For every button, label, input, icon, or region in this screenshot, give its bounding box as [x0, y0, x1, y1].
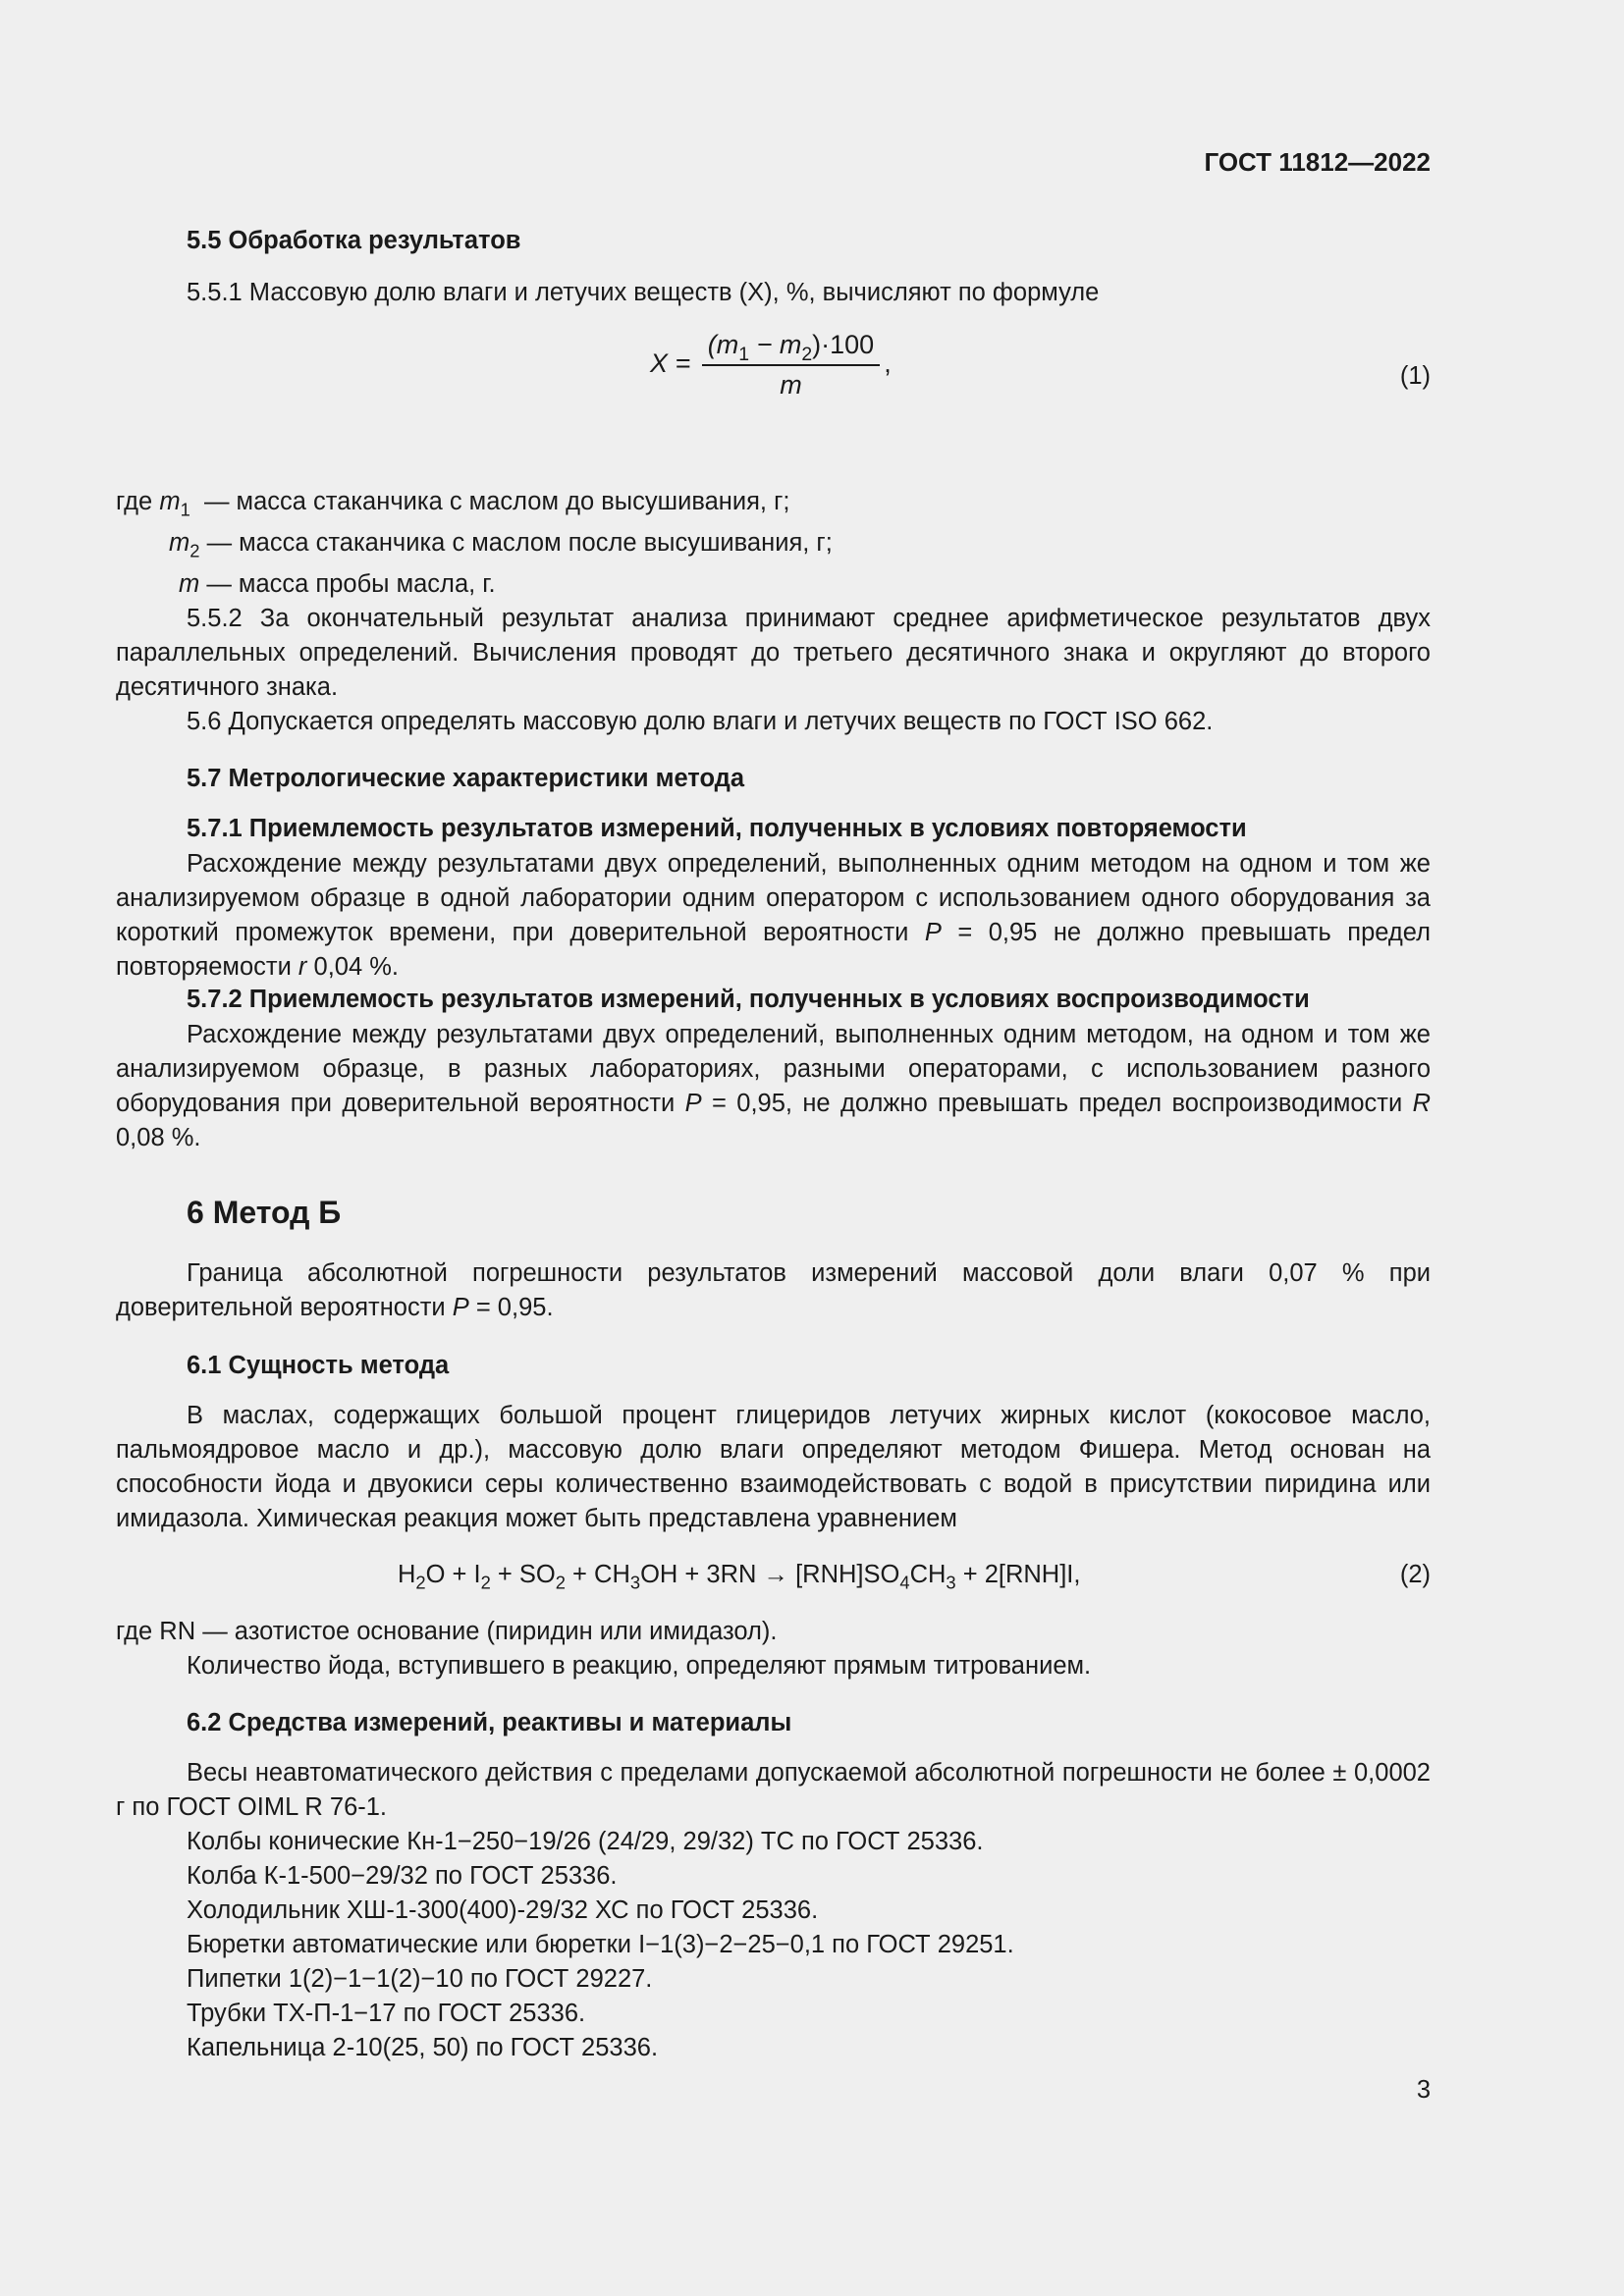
formula-1: X = $\frac{(m_1 - m_2)\cdot 100}{m}$ ,: [650, 330, 892, 400]
formula-1-numerator: $(m_1 - m_2)\cdot 100$: [702, 330, 880, 366]
paragraph-5-5-2: 5.5.2 За окончательный результат анализа принимают среднее арифметическое результатов двух параллельных определений. Вычисления проводят до третьего десятичного знака и округляют до второго десятичного знака.: [116, 605, 1431, 701]
paragraph-5-7-2: Расхождение между результатами двух определений, выполненных одним методом, на одном и том же анализируемом образце, в разных лабораториях, разными операторами, с использованием разного оборудования при доверительной вероятности P = 0,95, не должно превышать предел воспроизводимости R 0,08 %.: [116, 1021, 1431, 1151]
paragraph-6-1: В маслах, содержащих большой процент глицеридов летучих жирных кислот (кокосовое масло, пальмоядровое масло и др.), массовую долю влаги определяют методом Фишера. Метод основан на способности йода и двуокиси серы количественно взаимодействовать с водой в присутствии пиридина или имидазола. Химическая реакция может быть представлена уравнением: [116, 1402, 1431, 1532]
list-item: Колба К-1-500−29/32 по ГОСТ 25336.: [187, 1862, 618, 1890]
section-6-2-heading: 6.2 Средства измерений, реактивы и материалы: [187, 1709, 792, 1736]
formula-1-lhs: X =: [650, 348, 691, 379]
list-item: Трубки ТХ-П-1−17 по ГОСТ 25336.: [187, 2000, 586, 2027]
section-5-7-2-heading: 5.7.2 Приемлемость результатов измерений, полученных в условиях воспроизводимости: [187, 986, 1310, 1013]
section-5-5-heading: 5.5 Обработка результатов: [187, 227, 521, 254]
paragraph-5-5-1: 5.5.1 Массовую долю влаги и летучих веществ (X), %, вычисляют по формуле: [187, 279, 1100, 306]
paragraph-scales: Весы неавтоматического действия с пределами допускаемой абсолютной погрешности не более ± 0,0002 г по ГОСТ OIML R 76-1.: [116, 1759, 1431, 1821]
formula-2-number: (2): [1399, 1561, 1431, 1588]
formula-1-number: (1): [1399, 362, 1431, 390]
section-6-1-heading: 6.1 Сущность метода: [187, 1352, 450, 1379]
where-rn: где RN — азотистое основание (пиридин или имидазол).: [116, 1618, 778, 1645]
where-m1-row: где $m_1$ — масса стаканчика с маслом до высушивания, г;: [116, 488, 790, 520]
paragraph-5-7-1: Расхождение между результатами двух определений, выполненных одним методом на одном и том же анализируемом образце в одной лаборатории одним оператором с использованием одного оборудования за короткий промежуток времени, при доверительной вероятности P = 0,95 не должно превышать предел повторяемости r 0,04 %.: [116, 850, 1432, 981]
paragraph-6-intro: Граница абсолютной погрешности результатов измерений массовой доли влаги 0,07 % при доверительной вероятности P = 0,95.: [116, 1259, 1431, 1321]
list-item: Колбы конические Кн-1−250−19/26 (24/29, 29/32) ТС по ГОСТ 25336.: [187, 1828, 984, 1855]
paragraph-iodine: Количество йода, вступившего в реакцию, определяют прямым титрованием.: [187, 1652, 1092, 1680]
document-code: ГОСТ 11812—2022: [1204, 147, 1431, 177]
list-item: Пипетки 1(2)−1−1(2)−10 по ГОСТ 29227.: [187, 1965, 653, 1993]
section-5-7-heading: 5.7 Метрологические характеристики метода: [187, 765, 745, 792]
formula-1-fraction: [702, 330, 880, 400]
section-6-heading: 6 Метод Б: [187, 1195, 342, 1230]
list-item: Бюретки автоматические или бюретки I−1(3)−2−25−0,1 по ГОСТ 29251.: [187, 1931, 1014, 1958]
formula-2: $H_2O + I_2 + SO_2 + CH_3OH + 3RN \to [RNH]SO_4CH_3 + 2[RNH]I$,: [398, 1561, 1081, 1593]
page-number: 3: [1416, 2076, 1431, 2104]
where-m-row: m — масса пробы масла, г.: [179, 570, 496, 598]
list-item: Холодильник ХШ-1-300(400)-29/32 ХС по ГОСТ 25336.: [187, 1896, 819, 1924]
formula-1-denominator: m: [780, 370, 802, 400]
where-m2-row: $m_2$ — масса стаканчика с маслом после высушивания, г;: [169, 529, 833, 561]
list-item: Капельница 2-10(25, 50) по ГОСТ 25336.: [187, 2034, 659, 2061]
paragraph-5-6: 5.6 Допускается определять массовую долю влаги и летучих веществ по ГОСТ ISO 662.: [187, 708, 1214, 735]
section-5-7-1-heading: 5.7.1 Приемлемость результатов измерений, полученных в условиях повторяемости: [187, 815, 1247, 842]
